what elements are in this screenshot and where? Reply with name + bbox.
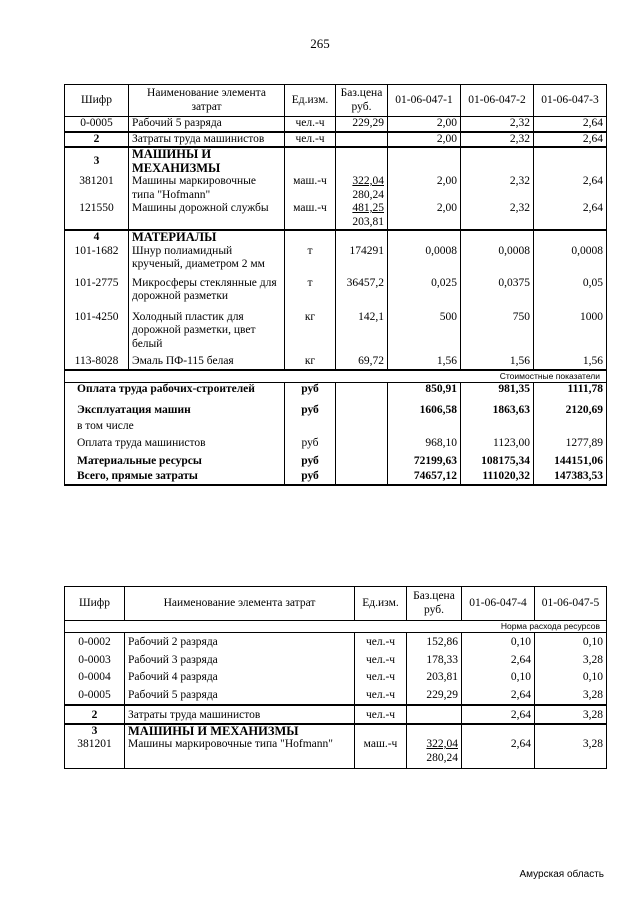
- section-code: 3: [65, 724, 125, 739]
- row-unit: чел.-ч: [285, 132, 336, 148]
- section-row: [65, 724, 607, 739]
- table-row: [65, 175, 607, 202]
- row-price: [336, 132, 388, 148]
- row-price: 178,33: [407, 650, 462, 668]
- row-v3: 2,64: [534, 202, 607, 230]
- row-code: 381201: [65, 175, 129, 202]
- row-v1: 0,10: [462, 633, 535, 650]
- header-price: Баз.цена руб.: [336, 85, 388, 117]
- total-name: Оплата труда машинистов: [65, 433, 285, 451]
- row-v3: 1000: [534, 304, 607, 352]
- total-name: Оплата труда рабочих-строителей: [65, 382, 285, 396]
- total-v1: 1606,58: [388, 396, 461, 418]
- row-price: 203,81: [407, 667, 462, 685]
- total-v2: 108175,34: [461, 451, 534, 469]
- row-v3: 0,05: [534, 272, 607, 304]
- row-name: Рабочий 4 разряда: [125, 667, 355, 685]
- header-name: Наименование элемента затрат: [125, 587, 355, 621]
- row-v1: 2,64: [462, 738, 535, 769]
- table-row: [65, 633, 607, 650]
- row-unit: т: [285, 272, 336, 304]
- header-price: Баз.цена руб.: [407, 587, 462, 621]
- table-row: [65, 202, 607, 230]
- row-unit: т: [285, 245, 336, 272]
- row-name: Микросферы стеклянные для дорожной разметки: [129, 272, 285, 304]
- row-v2: 2,32: [461, 117, 534, 132]
- total-v1: 850,91: [388, 382, 461, 396]
- row-price: 36457,2: [336, 272, 388, 304]
- row-name: Холодный пластик для дорожной разметки, цвет белый: [129, 304, 285, 352]
- total-v2: 1123,00: [461, 433, 534, 451]
- row-price: 174291: [336, 245, 388, 272]
- row-v2: 1,56: [461, 351, 534, 370]
- norm-caption: Норма расхода ресурсов: [65, 621, 607, 633]
- row-unit: чел.-ч: [355, 685, 407, 706]
- row-v3: 2,64: [534, 117, 607, 132]
- section-title: МАШИНЫ И МЕХАНИЗМЫ: [125, 724, 355, 739]
- header-name: Наименование элемента затрат: [129, 85, 285, 117]
- row-v2: 0,10: [535, 667, 607, 685]
- row-code: 101-1682: [65, 245, 129, 272]
- row-code: 381201: [65, 738, 125, 769]
- header-code: Шифр: [65, 587, 125, 621]
- row-unit: чел.-ч: [355, 633, 407, 650]
- header-col1: 01-06-047-4: [462, 587, 535, 621]
- row-name: Рабочий 5 разряда: [129, 117, 285, 132]
- row-price: 481,25: [352, 202, 384, 214]
- cost-caption: Стоимостные показатели: [65, 370, 607, 383]
- table-row: [65, 117, 607, 132]
- row-price: 152,86: [407, 633, 462, 650]
- row-price-secondary: 280,24: [426, 751, 458, 764]
- row-v2: 0,0008: [461, 245, 534, 272]
- header-col1: 01-06-047-1: [388, 85, 461, 117]
- total-v1: 968,10: [388, 433, 461, 451]
- table-row: [65, 132, 607, 148]
- table-row: [65, 650, 607, 668]
- row-price: 322,04: [426, 738, 458, 750]
- row-unit: маш.-ч: [285, 202, 336, 230]
- table-row: [65, 705, 607, 724]
- row-unit: кг: [285, 351, 336, 370]
- row-v2: 750: [461, 304, 534, 352]
- total-unit: руб: [285, 451, 336, 469]
- row-v2: 3,28: [535, 705, 607, 724]
- row-unit: чел.-ч: [285, 117, 336, 132]
- header-col2: 01-06-047-5: [535, 587, 607, 621]
- resource-table-2: [64, 586, 607, 769]
- row-name: Шнур полиамидный крученый, диаметром 2 мм: [129, 245, 285, 272]
- total-unit: руб: [285, 382, 336, 396]
- row-price: 69,72: [336, 351, 388, 370]
- row-name: Машины дорожной службы: [129, 202, 285, 230]
- total-row: [65, 468, 607, 485]
- row-unit: маш.-ч: [285, 175, 336, 202]
- row-name: Рабочий 5 разряда: [125, 685, 355, 706]
- table-row: [65, 685, 607, 706]
- row-code: 101-2775: [65, 272, 129, 304]
- row-code: 0-0003: [65, 650, 125, 668]
- table-row: [65, 667, 607, 685]
- total-v1: 74657,12: [388, 468, 461, 485]
- row-code: 0-0005: [65, 685, 125, 706]
- row-price: 229,29: [407, 685, 462, 706]
- row-v3: 0,0008: [534, 245, 607, 272]
- row-v2: 2,32: [461, 202, 534, 230]
- row-v1: 2,00: [388, 117, 461, 132]
- table-row: [65, 304, 607, 352]
- total-v3: 2120,69: [534, 396, 607, 418]
- row-name: Затраты труда машинистов: [125, 705, 355, 724]
- row-price: 322,04: [352, 175, 384, 187]
- row-v1: 2,64: [462, 685, 535, 706]
- section-row: [65, 230, 607, 245]
- section-code: 3: [65, 147, 129, 175]
- page-number: 265: [310, 36, 330, 51]
- header-col3: 01-06-047-3: [534, 85, 607, 117]
- row-v1: 2,64: [462, 650, 535, 668]
- header-code: Шифр: [65, 85, 129, 117]
- row-v1: 500: [388, 304, 461, 352]
- header-col2: 01-06-047-2: [461, 85, 534, 117]
- cost-caption-row: [65, 370, 607, 383]
- table-row: [65, 351, 607, 370]
- total-v3: 1277,89: [534, 433, 607, 451]
- row-v3: 2,64: [534, 132, 607, 148]
- row-name: Машины маркировочные типа "Hofmann": [125, 738, 355, 769]
- row-name: Эмаль ПФ-115 белая: [129, 351, 285, 370]
- row-v2: 3,28: [535, 650, 607, 668]
- total-row: [65, 433, 607, 451]
- header-unit: Ед.изм.: [285, 85, 336, 117]
- row-unit: кг: [285, 304, 336, 352]
- total-v2: 981,35: [461, 382, 534, 396]
- row-v2: 0,10: [535, 633, 607, 650]
- total-row: [65, 451, 607, 469]
- row-code: 0-0002: [65, 633, 125, 650]
- total-name: Эксплуатация машин: [65, 396, 285, 418]
- row-unit: чел.-ч: [355, 650, 407, 668]
- total-v2: 111020,32: [461, 468, 534, 485]
- section-row: [65, 147, 607, 175]
- row-name: Рабочий 3 разряда: [125, 650, 355, 668]
- section-title: МАТЕРИАЛЫ: [129, 230, 285, 245]
- row-unit: чел.-ч: [355, 667, 407, 685]
- resource-table-1: [64, 84, 607, 486]
- total-name: Всего, прямые затраты: [65, 468, 285, 485]
- table-row: [65, 272, 607, 304]
- row-v1: 2,64: [462, 705, 535, 724]
- row-v2: 2,32: [461, 175, 534, 202]
- row-unit: маш.-ч: [355, 738, 407, 769]
- row-v2: 3,28: [535, 738, 607, 769]
- total-v3: 1111,78: [534, 382, 607, 396]
- row-name: Рабочий 2 разряда: [125, 633, 355, 650]
- section-code: 4: [65, 230, 129, 245]
- row-code: 0-0004: [65, 667, 125, 685]
- row-v2: 0,0375: [461, 272, 534, 304]
- row-price-secondary: 203,81: [352, 215, 384, 228]
- table-row: [65, 738, 607, 769]
- total-row: [65, 418, 607, 434]
- total-unit: руб: [285, 433, 336, 451]
- section-title: МАШИНЫ И МЕХАНИЗМЫ: [129, 147, 285, 175]
- row-code: 2: [65, 132, 129, 148]
- row-v1: 0,0008: [388, 245, 461, 272]
- row-v1: 0,10: [462, 667, 535, 685]
- row-v3: 1,56: [534, 351, 607, 370]
- row-v2: 3,28: [535, 685, 607, 706]
- row-v1: 2,00: [388, 175, 461, 202]
- table-header-row: [65, 85, 607, 117]
- row-v1: 0,025: [388, 272, 461, 304]
- row-code: 0-0005: [65, 117, 129, 132]
- row-v2: 2,32: [461, 132, 534, 148]
- row-price: 142,1: [336, 304, 388, 352]
- total-unit: руб: [285, 468, 336, 485]
- table-row: [65, 245, 607, 272]
- header-unit: Ед.изм.: [355, 587, 407, 621]
- row-name: Затраты труда машинистов: [129, 132, 285, 148]
- row-v1: 2,00: [388, 132, 461, 148]
- total-name: в том числе: [65, 418, 285, 434]
- total-row: [65, 396, 607, 418]
- row-price: [407, 705, 462, 724]
- row-code: 101-4250: [65, 304, 129, 352]
- total-v1: 72199,63: [388, 451, 461, 469]
- row-code: 113-8028: [65, 351, 129, 370]
- row-code: 121550: [65, 202, 129, 230]
- row-v1: 2,00: [388, 202, 461, 230]
- total-v3: 147383,53: [534, 468, 607, 485]
- total-v2: 1863,63: [461, 396, 534, 418]
- row-code: 2: [65, 705, 125, 724]
- norm-caption-row: [65, 621, 607, 633]
- row-price-secondary: 280,24: [352, 188, 384, 201]
- row-unit: чел.-ч: [355, 705, 407, 724]
- table-header-row: [65, 587, 607, 621]
- total-row: [65, 382, 607, 396]
- row-v3: 2,64: [534, 175, 607, 202]
- total-name: Материальные ресурсы: [65, 451, 285, 469]
- row-name: Машины маркировочные типа "Hofmann": [129, 175, 285, 202]
- row-v1: 1,56: [388, 351, 461, 370]
- total-unit: руб: [285, 396, 336, 418]
- total-v3: 144151,06: [534, 451, 607, 469]
- row-price: 229,29: [336, 117, 388, 132]
- footer-region: Амурская область: [519, 869, 604, 880]
